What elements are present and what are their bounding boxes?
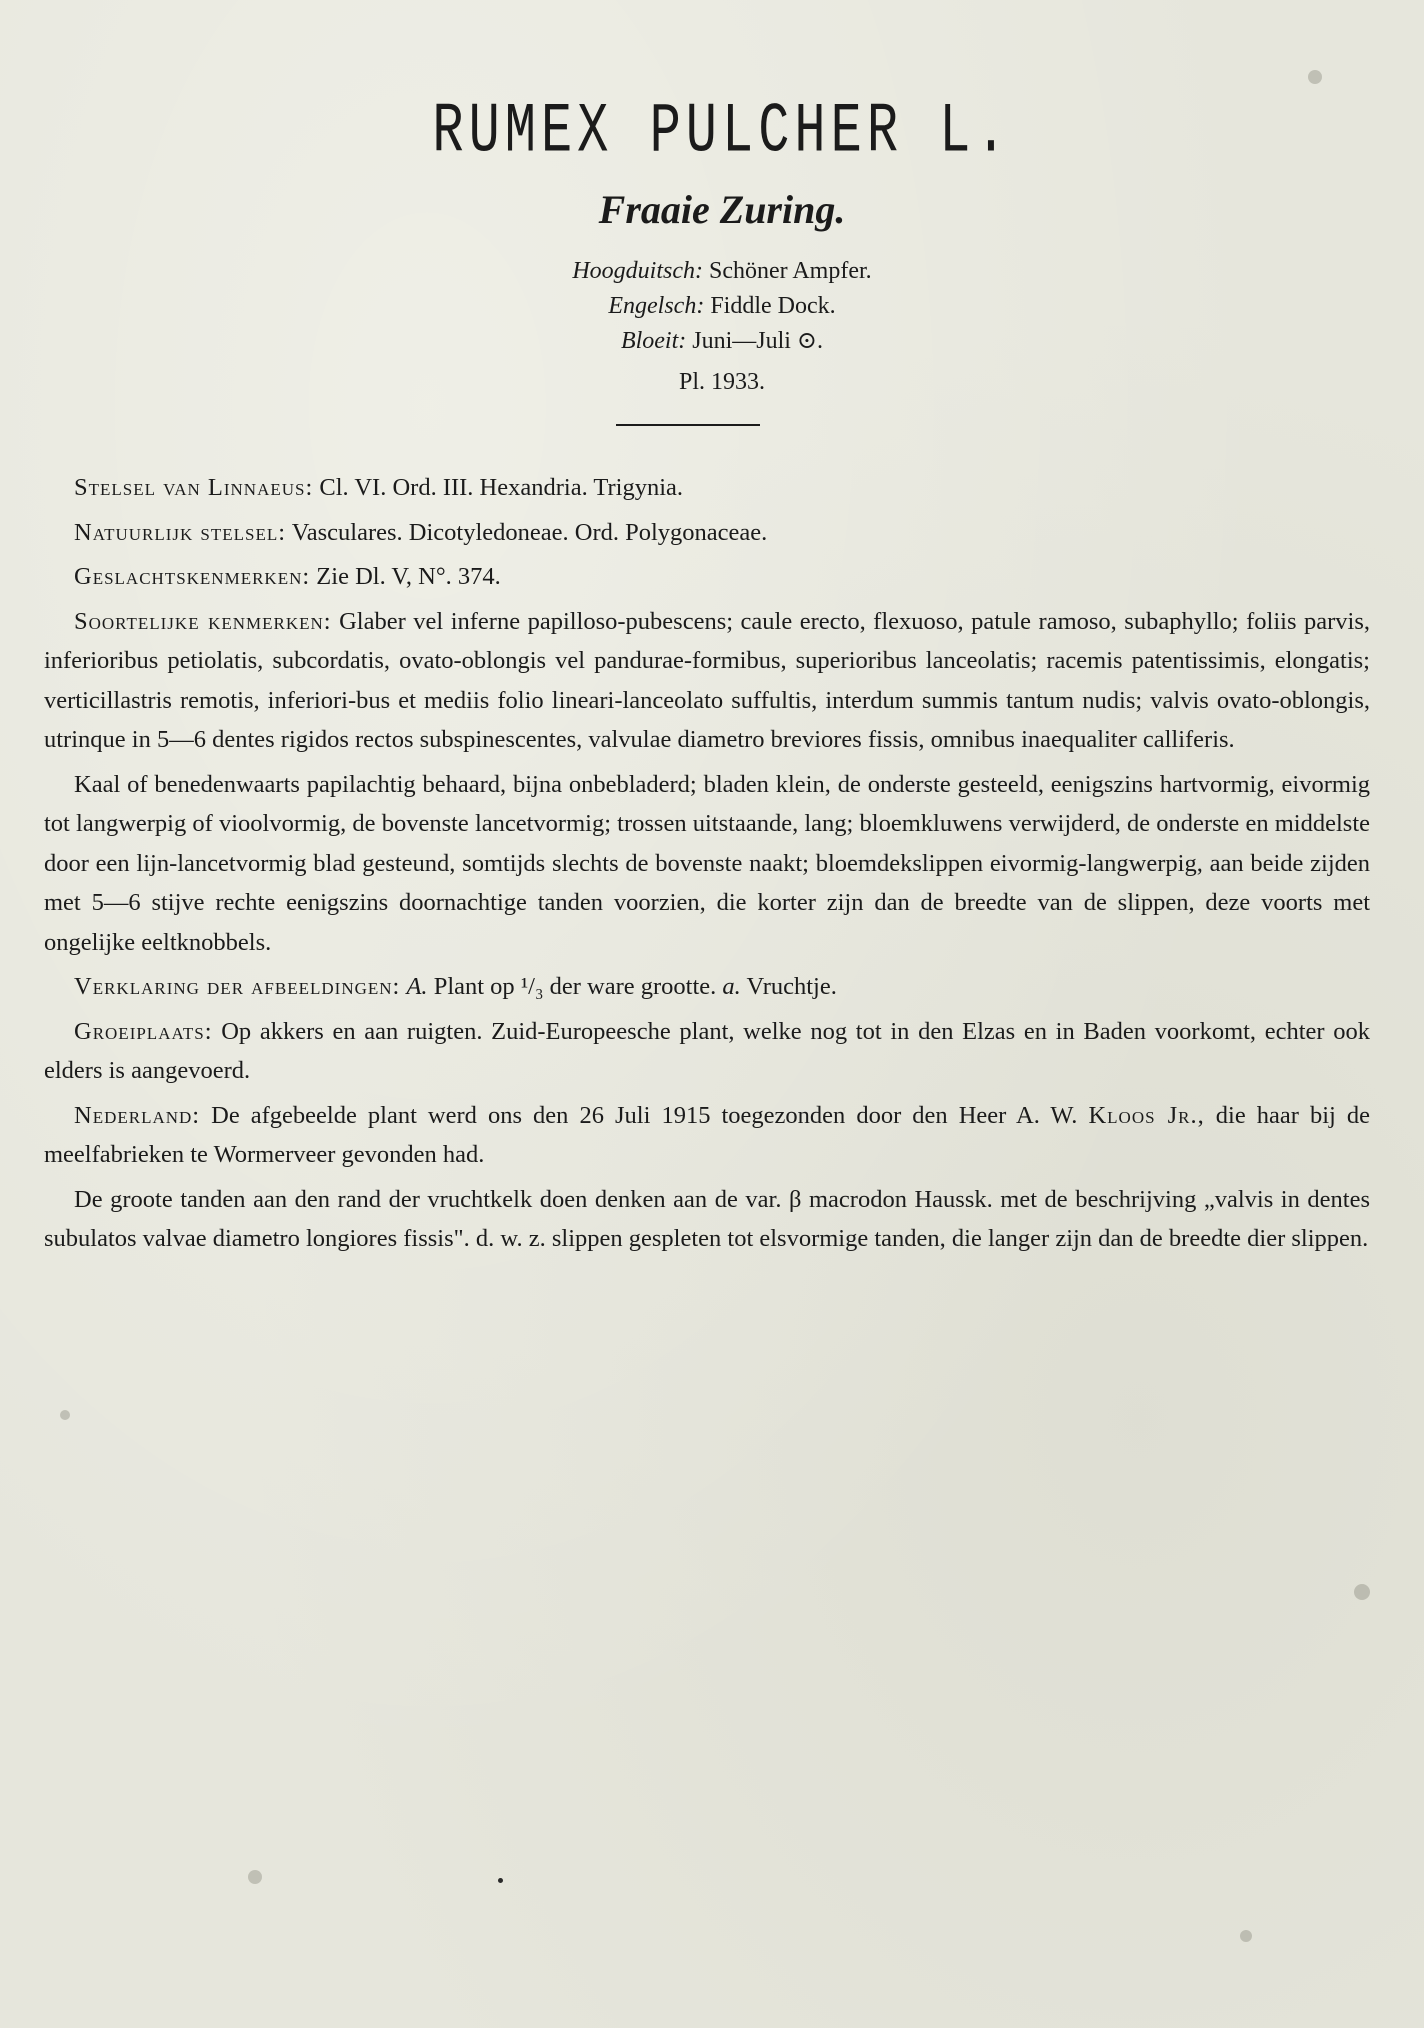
netherlands-name: Kloos Jr., (1088, 1101, 1205, 1129)
species-label: Soortelijke kenmerken: (74, 607, 332, 635)
paper-spot (1354, 1584, 1370, 1600)
figures-text-2: der ware grootte. (549, 973, 717, 1000)
german-name-line (74, 254, 1370, 289)
dutch-description-paragraph (44, 765, 1370, 963)
netherlands-label: Nederland: (74, 1101, 201, 1129)
netherlands-paragraph (44, 1096, 1370, 1175)
paper-spot (248, 1870, 262, 1884)
bloom-period: Juni—Juli ⊙. (692, 328, 824, 354)
natural-system-text: Vasculares. Dicotyledoneae. Ord. Polygonaceae. (291, 518, 768, 546)
genus-paragraph (44, 557, 1370, 597)
species-paragraph (44, 602, 1370, 760)
document-body (44, 468, 1370, 1259)
variety-paragraph (44, 1180, 1370, 1259)
paper-spot (1308, 70, 1322, 84)
dutch-description-text: Kaal of benedenwaarts papilachtig behaard, bijna onbebladerd; bladen klein, de onderste gesteeld, eenigszins hartvormig, eivormig tot langwerpig of vioolvormig, de bovenste lancetvormig; trossen uitstaande, lang; bloemkluwens verwijderd, de onderste en middelste door een lijn-lancetvormig blad gesteund, somtijds slechts de bovenste naakt; bloemdekslippen eivormig-langwerpig, aan beide zijden met 5—6 stijve rechte eenigszins doornachtige tanden voorzien, die korter zijn dan de breedte van de slippen, deze voorts met ongelijke eeltknobbels. (44, 770, 1370, 956)
document-page (44, 92, 1371, 1264)
common-names (74, 254, 1370, 359)
genus-label: Geslachtskenmerken: (74, 563, 311, 590)
figures-text-1: Plant op (433, 973, 515, 1000)
english-name-line (74, 289, 1370, 324)
netherlands-text-2: die haar bij de meelfabrieken te Wormerveer gevonden had. (44, 1101, 1371, 1168)
german-name: Schöner Ampfer. (709, 258, 872, 284)
variety-text: De groote tanden aan den rand der vruchtkelk doen denken aan de var. β macrodon Haussk. met de beschrijving „valvis in dentes subulatos valvae diametro longiores fissis". d. w. z. slippen gespleten tot elsvormige tanden, die langer zijn dan de breedte dier slippen. (44, 1185, 1370, 1252)
linnaeus-paragraph (44, 468, 1370, 508)
german-label: Hoogduitsch: (572, 258, 703, 284)
plate-number: Pl. 1933. (678, 369, 765, 395)
species-text: Glaber vel inferne papilloso-pubescens; caule erecto, flexuoso, patule ramoso, subaphyllo; foliis parvis, inferioribus petiolatis, subcordatis, ovato-oblongis vel pandurae-formibus, superioribus lanceolatis; racemis patentissimis, elongatis; verticillastris remotis, inferiori-bus et mediis folio lineari-lanceolato suffultis, interdum summis tantum nudis; valvis ovato-oblongis, utrinque in 5—6 dentes rigidos rectos subspinescentes, valvulae diametro breviores fissis, omnibus inaequaliter calliferis. (44, 607, 1370, 753)
figures-fraction: ¹/₃ (520, 973, 544, 1000)
habitat-paragraph (44, 1012, 1370, 1091)
paper-spot (1240, 1930, 1252, 1942)
bloom-line (74, 324, 1370, 359)
habitat-text: Op akkers en aan ruigten. Zuid-Europeesche plant, welke nog tot in den Elzas en in Baden voorkomt, echter ook elders is aangevoerd. (44, 1017, 1371, 1084)
page-header (44, 92, 1370, 396)
figures-paragraph (44, 967, 1370, 1007)
linnaeus-label: Stelsel van Linnaeus: (74, 474, 314, 501)
dutch-name: Fraaie Zuring. (598, 187, 846, 232)
genus-text: Zie Dl. V, N°. 374. (316, 563, 501, 590)
habitat-label: Groeiplaats: (74, 1017, 213, 1045)
header-divider (616, 424, 760, 426)
page-title: RUMEX PULCHER L. (432, 92, 1012, 173)
bloom-label: Bloeit: (620, 328, 687, 354)
english-name: Fiddle Dock. (710, 293, 836, 319)
figures-label: Verklaring der afbeeldingen: (74, 973, 401, 1000)
natural-system-label: Natuurlijk stelsel: (74, 518, 287, 546)
ink-dot (498, 1878, 503, 1883)
figure-a-upper: A. (406, 973, 428, 1000)
paper-spot (60, 1410, 70, 1420)
english-label: Engelsch: (608, 293, 705, 319)
netherlands-text-1: De afgebeelde plant werd ons den 26 Juli 1915 toegezonden door den Heer A. W. (211, 1101, 1078, 1129)
linnaeus-text: Cl. VI. Ord. III. Hexandria. Trigynia. (319, 474, 684, 501)
figure-a-lower: a. (722, 973, 741, 1000)
figures-text-3: Vruchtje. (746, 973, 837, 1000)
natural-system-paragraph (44, 513, 1370, 553)
